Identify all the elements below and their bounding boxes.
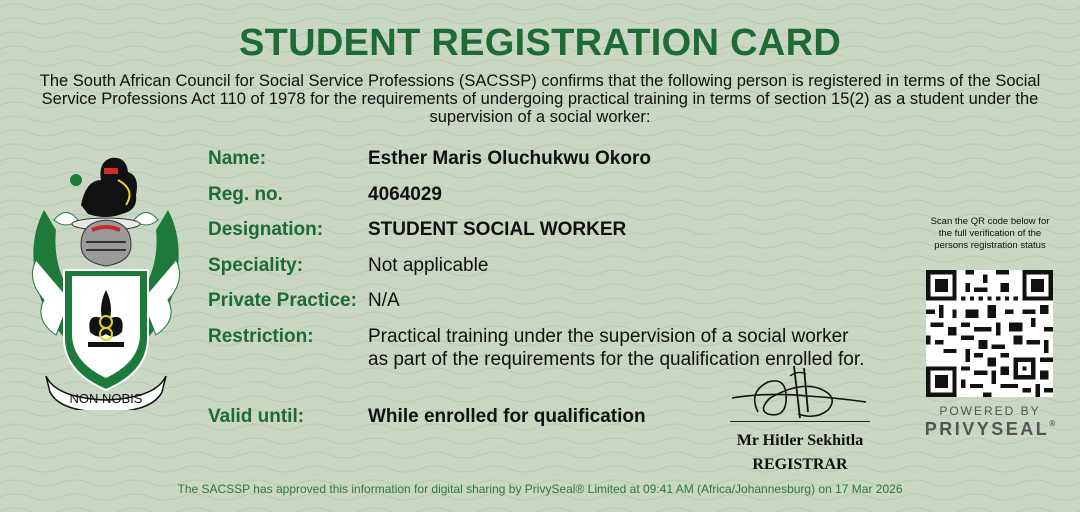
valid-until-value: While enrolled for qualification xyxy=(368,406,646,427)
reg-no-value: 4064029 xyxy=(368,184,442,205)
qr-note-line-2: the full verification of the xyxy=(938,228,1042,239)
verification-qr-code[interactable] xyxy=(926,270,1053,397)
designation-label: Designation: xyxy=(208,219,324,240)
qr-note-line-1: Scan the QR code below for xyxy=(930,216,1050,227)
reg-no-label: Reg. no. xyxy=(208,184,283,205)
registrar-title: REGISTRAR xyxy=(752,456,848,473)
qr-instructions xyxy=(918,216,1062,252)
sacssp-crest-logo xyxy=(26,150,186,410)
powered-by-label: POWERED BY xyxy=(939,404,1041,418)
signature-line xyxy=(730,421,870,422)
qr-note-line-3: persons registration status xyxy=(934,240,1046,251)
speciality-value: Not applicable xyxy=(368,255,489,276)
restriction-line-2: as part of the requirements for the qualification enrolled for. xyxy=(368,349,865,370)
valid-until-label: Valid until: xyxy=(208,406,305,427)
intro-paragraph: The South African Council for Social Service Professions (SACSSP) confirms that the following person is registered in terms of the Social Service Professions Act 110 of 1978 for the requirements of undergoing practical training in terms of section 15(2) as a student under the supervision of a social worker: xyxy=(39,72,1041,126)
restriction-label: Restriction: xyxy=(208,326,314,347)
privyseal-wordmark: PRIVYSEAL xyxy=(924,419,1050,439)
designation-value: STUDENT SOCIAL WORKER xyxy=(368,219,627,240)
privyseal-logo xyxy=(918,419,1062,440)
name-value: Esther Maris Oluchukwu Okoro xyxy=(368,148,651,169)
registered-mark: ® xyxy=(1049,419,1056,428)
card-title: STUDENT REGISTRATION CARD xyxy=(238,22,842,64)
restriction-line-1: Practical training under the supervision of a social worker xyxy=(368,326,849,347)
speciality-label: Speciality: xyxy=(208,255,304,276)
crest-motto: NON NOBIS xyxy=(69,391,143,406)
registrar-signature xyxy=(728,362,872,424)
name-label: Name: xyxy=(208,148,267,169)
registrar-name: Mr Hitler Sekhitla xyxy=(736,432,864,449)
private-practice-value: N/A xyxy=(368,290,400,311)
private-practice-label: Private Practice: xyxy=(208,290,357,311)
sharing-footer: The SACSSP has approved this information for digital sharing by PrivySeal® Limited at 09:41 AM (Africa/Johannesburg) on 17 Mar 2026 xyxy=(177,482,903,496)
